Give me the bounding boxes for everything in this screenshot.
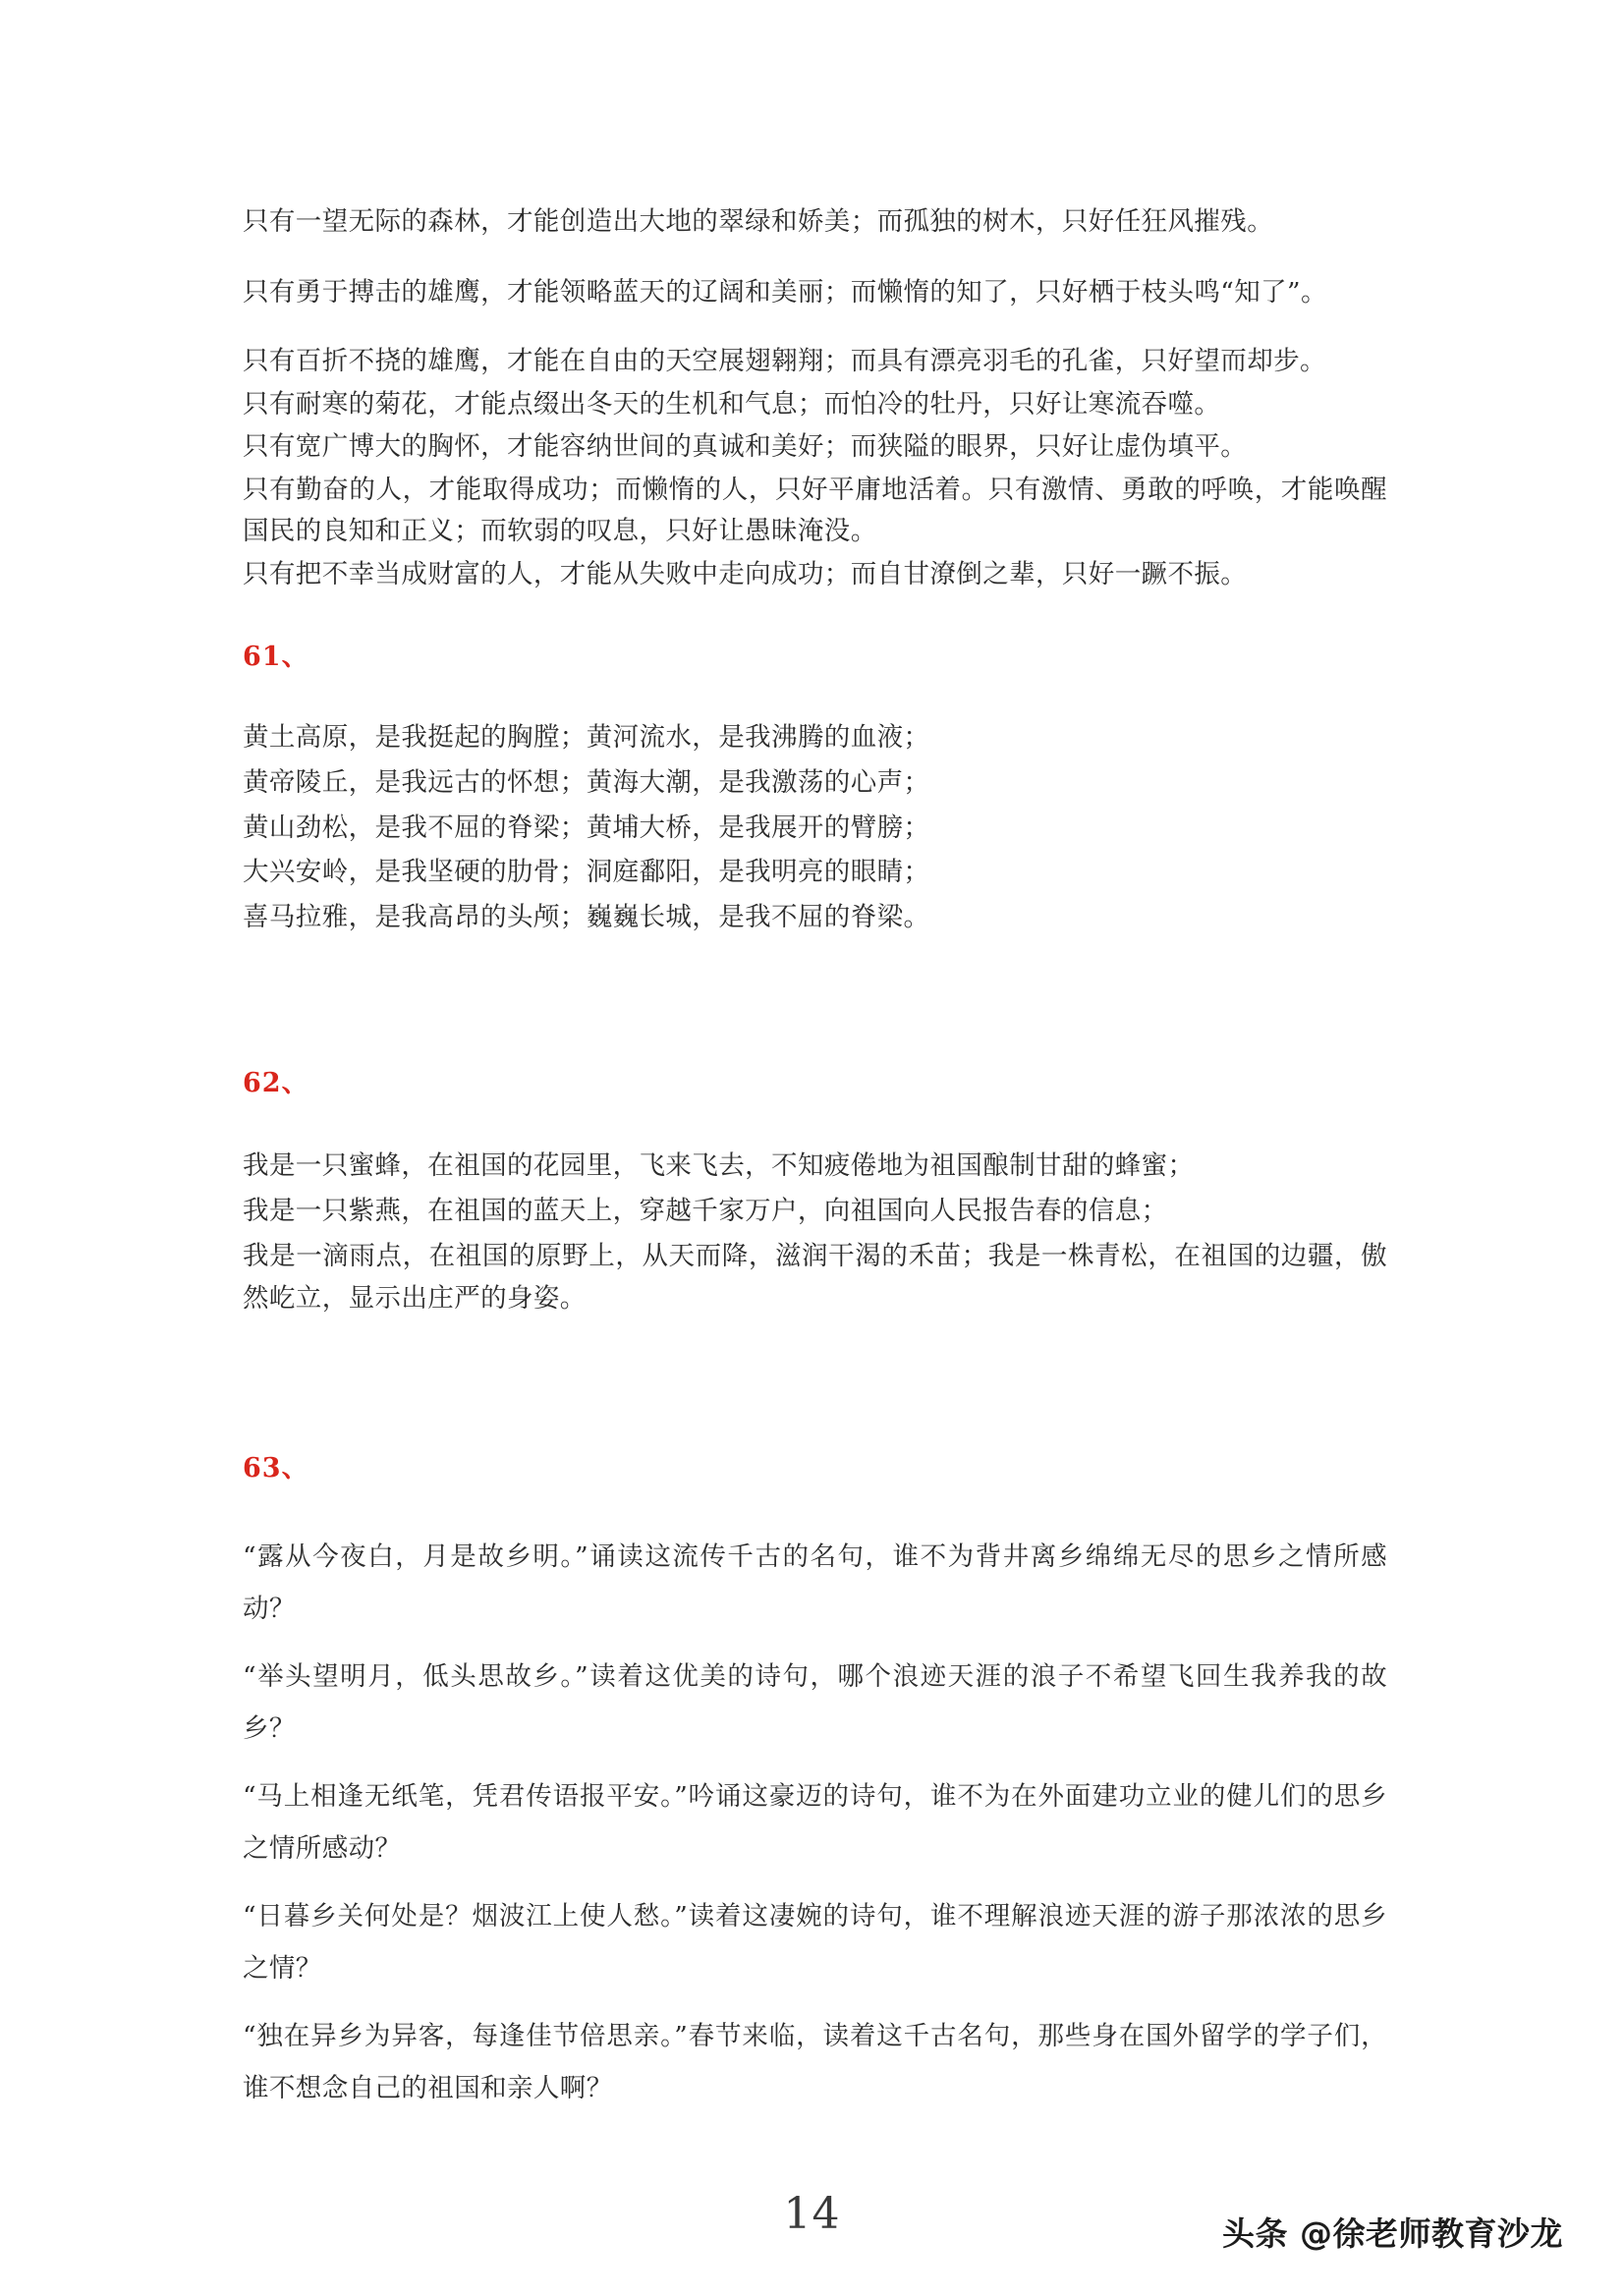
verse-line: 我是一只紫燕，在祖国的蓝天上，穿越千家万户，向祖国向人民报告春的信息； <box>243 1196 1168 1226</box>
intro-stack-line: 只有百折不挠的雄鹰，才能在自由的天空展翅翱翔；而具有漂亮羽毛的孔雀，只好望而却步。 <box>243 345 1326 376</box>
page-content <box>243 201 1387 2130</box>
page-number: 14 <box>783 2189 841 2239</box>
quote-paragraph: “日暮乡关何处是？烟波江上使人愁。”读着这凄婉的诗句，谁不理解浪迹天涯的游子那浓浓的思乡之情？ <box>243 1900 1387 1984</box>
intro-stack-line: 只有宽广博大的胸怀，才能容纳世间的真诚和美好；而狭隘的眼界，只好让虚伪填平。 <box>243 431 1248 463</box>
section-heading-62: 62、 <box>243 1068 309 1099</box>
watermark-credit: 头条 @徐老师教育沙龙 <box>1222 2214 1563 2253</box>
intro-stack <box>243 341 1387 595</box>
intro-stack-line: 只有耐寒的菊花，才能点缀出冬天的生机和气息；而怕冷的牡丹，只好让寒流吞噬。 <box>243 388 1221 420</box>
section-heading-61: 61、 <box>243 641 309 672</box>
intro-stack-line: 只有勤奋的人，才能取得成功；而懒惰的人，只好平庸地活着。只有激情、勇敢的呼唤，才能唤醒国民的良知和正义；而软弱的叹息，只好让愚昧淹没。 <box>243 475 1387 547</box>
quote-paragraph: “马上相逢无纸笔，凭君传语报平安。”吟诵这豪迈的诗句，谁不为在外面建功立业的健儿们的思乡之情所感动？ <box>243 1780 1387 1864</box>
intro-block <box>243 201 1387 595</box>
intro-line-1: 只有一望无际的森林，才能创造出大地的翠绿和娇美；而孤独的树木，只好任狂风摧残。 <box>243 206 1274 237</box>
verse-line: 黄土高原，是我挺起的胸膛；黄河流水，是我沸腾的血液； <box>243 721 930 753</box>
quote-paragraph: “举头望明月，低头思故乡。”读着这优美的诗句，哪个浪迹天涯的浪子不希望飞回生我养我的故乡？ <box>243 1660 1387 1744</box>
verse-line: 黄帝陵丘，是我远古的怀想；黄海大潮，是我激荡的心声； <box>243 766 930 798</box>
section-body-61 <box>243 717 1387 940</box>
quote-paragraph: “露从今夜白，月是故乡明。”诵读这流传千古的名句，谁不为背井离乡绵绵无尽的思乡之情所感动？ <box>243 1540 1387 1624</box>
section-body-62 <box>243 1146 1387 1320</box>
verse-line: 我是一只蜜蜂，在祖国的花园里，飞来飞去，不知疲倦地为祖国酿制甘甜的蜂蜜； <box>243 1150 1195 1182</box>
verse-line: 黄山劲松，是我不屈的脊梁；黄埔大桥，是我展开的臂膀； <box>243 812 930 843</box>
intro-line-2: 只有勇于搏击的雄鹰，才能领略蓝天的辽阔和美丽；而懒惰的知了，只好栖于枝头鸣“知了”。 <box>243 276 1327 308</box>
verse-line: 喜马拉雅，是我高昂的头颅；巍巍长城，是我不屈的脊梁。 <box>243 902 930 933</box>
verse-line: 我是一滴雨点，在祖国的原野上，从天而降，滋润干渴的禾苗；我是一株青松，在祖国的边疆，傲然屹立，显示出庄严的身姿。 <box>243 1240 1387 1314</box>
quote-paragraph: “独在异乡为异客，每逢佳节倍思亲。”春节来临，读着这千古名句，那些身在国外留学的学子们，谁不想念自己的祖国和亲人啊？ <box>243 2020 1387 2103</box>
section-body-63 <box>243 1531 1387 2114</box>
section-heading-63: 63、 <box>243 1452 309 1484</box>
verse-line: 大兴安岭，是我坚硬的肋骨；洞庭鄱阳，是我明亮的眼睛； <box>243 857 930 888</box>
intro-stack-line: 只有把不幸当成财富的人，才能从失败中走向成功；而自甘潦倒之辈，只好一蹶不振。 <box>243 559 1248 590</box>
